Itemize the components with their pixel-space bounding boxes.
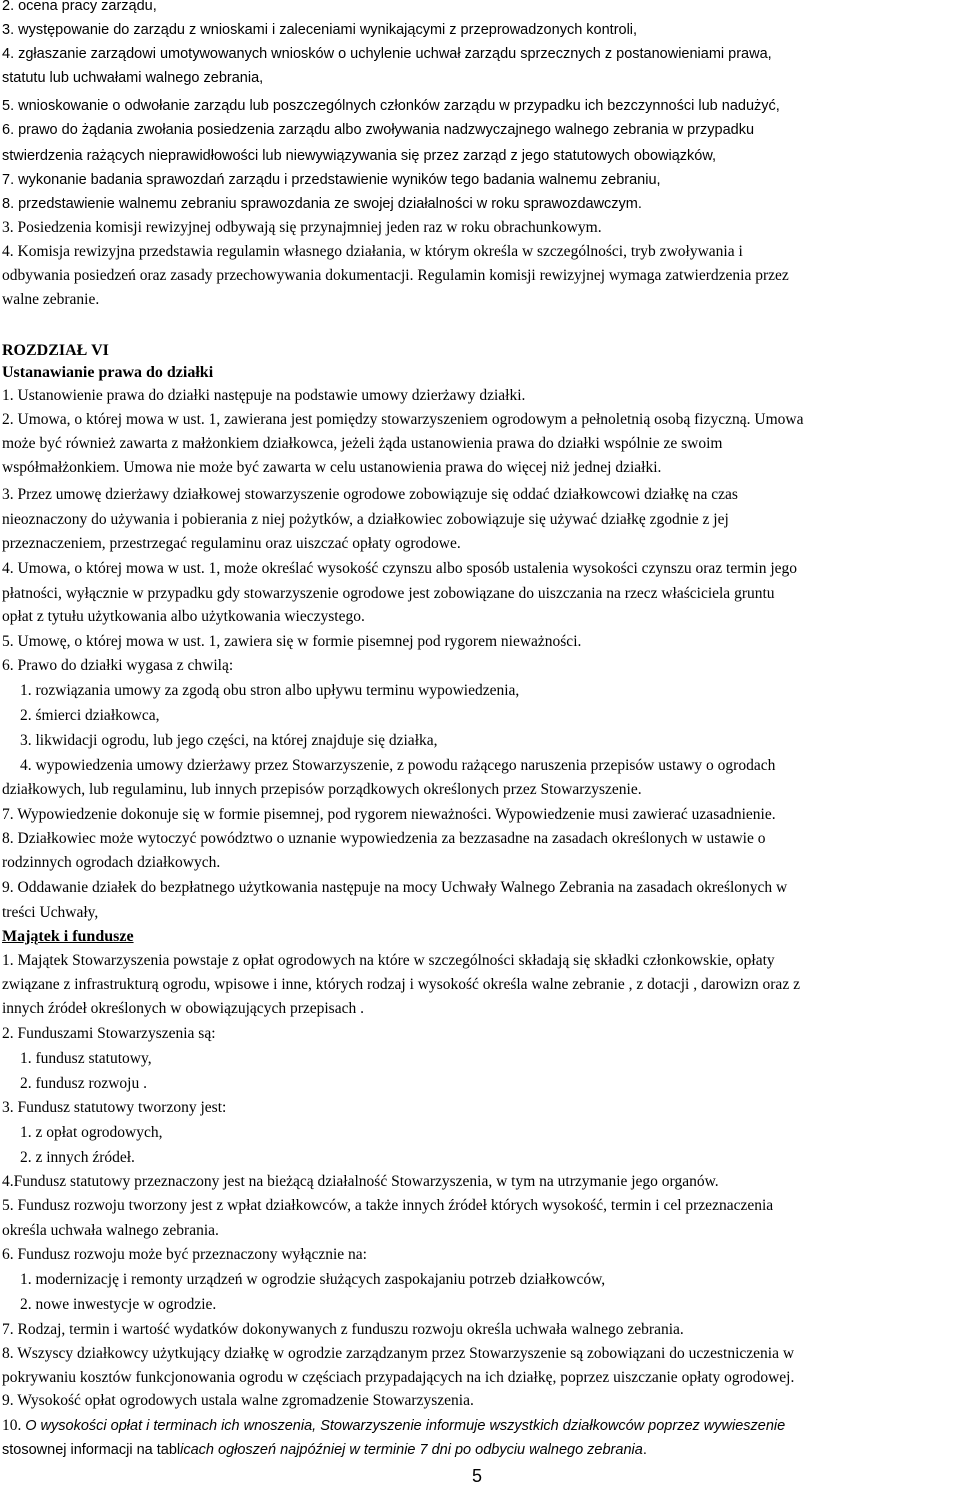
paragraph-line: innych źródeł określonych w obowiązujących przepisach .	[2, 1000, 364, 1017]
list-item: 1. fundusz statutowy,	[20, 1050, 152, 1067]
paragraph-line: 3. Przez umowę dzierżawy działkowej stowarzyszenie ogrodowe zobowiązuje się oddać działkowcowi działkę na czas	[2, 486, 738, 503]
paragraph-line: 3. Posiedzenia komisji rewizyjnej odbywają się przynajmniej jeden raz w roku obrachunkowym.	[2, 219, 602, 236]
list-item: 1. rozwiązania umowy za zgodą obu stron albo upływu terminu wypowiedzenia,	[20, 682, 520, 699]
list-item: 2. śmierci działkowca,	[20, 707, 160, 724]
paragraph-line: 6. Fundusz rozwoju może być przeznaczony wyłącznie na:	[2, 1246, 367, 1263]
paragraph-line: przeznaczeniem, przestrzegać regulaminu oraz uiszczać opłaty ogrodowe.	[2, 535, 461, 552]
paragraph-line: treści Uchwały,	[2, 904, 99, 921]
paragraph-line: pokrywaniu kosztów funkcjonowania ogrodu w częściach przypadających na ich działkę, poprzez uiszczanie opłaty ogrodowej.	[2, 1369, 795, 1386]
italic-text: O wysokości opłat i terminach ich wnoszenia, Stowarzyszenie informuje wszystkich działkowców poprzez wywieszenie	[25, 1418, 786, 1434]
list-item: 5. wnioskowanie o odwołanie zarządu lub poszczególnych członków zarządu w przypadku ich bezczynności lub nadużyć,	[2, 98, 780, 114]
chapter-heading: ROZDZIAŁ VI	[2, 342, 109, 359]
paragraph-line: 1. Majątek Stowarzyszenia powstaje z opłat ogrodowych na które w szczególności składają się składki członkowskie, opłaty	[2, 952, 775, 969]
paragraph-line: 1. Ustanowienie prawa do działki następuje na podstawie umowy dzierżawy działki.	[2, 387, 526, 404]
final-paragraph-line	[2, 1416, 785, 1436]
paragraph-line: określa uchwała walnego zebrania.	[2, 1222, 219, 1239]
paragraph-line: 5. Umowę, o której mowa w ust. 1, zawiera się w formie pisemnej pod rygorem nieważności.	[2, 633, 582, 650]
text-line: statutu lub uchwałami walnego zebrania,	[2, 70, 264, 86]
section-heading: Ustanawianie prawa do działki	[2, 364, 214, 381]
paragraph-line: 4.Fundusz statutowy przeznaczony jest na bieżącą działalność Stowarzyszenia, w tym na utrzymanie jego organów.	[2, 1173, 719, 1190]
paragraph-line: 2. Funduszami Stowarzyszenia są:	[2, 1025, 216, 1042]
list-item: 2. fundusz rozwoju .	[20, 1075, 147, 1092]
final-paragraph-line	[2, 1440, 647, 1460]
list-item: 1. modernizację i remonty urządzeń w ogrodzie służących zaspokajaniu potrzeb działkowców,	[20, 1271, 606, 1288]
paragraph-line: walne zebranie.	[2, 291, 100, 308]
list-item: 4. wypowiedzenia umowy dzierżawy przez Stowarzyszenie, z powodu rażącego naruszenia przepisów ustawy o ogrodach	[20, 757, 776, 774]
list-item: 2. ocena pracy zarządu,	[2, 0, 157, 14]
list-item: 2. nowe inwestycje w ogrodzie.	[20, 1296, 217, 1313]
paragraph-line: rodzinnych ogrodach działkowych.	[2, 854, 221, 871]
list-item: 1. z opłat ogrodowych,	[20, 1124, 163, 1141]
list-item: 2. z innych źródeł.	[20, 1149, 135, 1166]
paragraph-line: 6. Prawo do działki wygasa z chwilą:	[2, 657, 234, 674]
paragraph-line: 4. Komisja rewizyjna przedstawia regulamin własnego działania, w którym określa w szczególności, tryb zwoływania i	[2, 243, 743, 260]
paragraph-line: 3. Fundusz statutowy tworzony jest:	[2, 1099, 227, 1116]
italic-text: icach ogłoszeń najpóźniej w terminie 7 dni po odbyciu walnego zebrania	[180, 1442, 643, 1458]
text-line: stwierdzenia rażących nieprawidłowości lub niewywiązywania się przez zarząd z jego statutowych obowiązków,	[2, 148, 717, 164]
paragraph-line: 8. Wszyscy działkowcy użytkujący działkę w ogrodzie zarządzanym przez Stowarzyszenie są zobowiązani do uczestniczenia w	[2, 1345, 795, 1362]
text-segment: stosownej informacji na tabl	[2, 1442, 181, 1458]
list-item: 3. występowanie do zarządu z wnioskami i zaleceniami wynikającymi z przeprowadzonych kontroli,	[2, 22, 638, 38]
page-number: 5	[472, 1466, 483, 1486]
paragraph-line: 4. Umowa, o której mowa w ust. 1, może określać wysokość czynszu albo sposób ustalenia wysokości czynszu oraz termin jego	[2, 560, 798, 577]
paragraph-line: 9. Oddawanie działek do bezpłatnego użytkowania następuje na mocy Uchwały Walnego Zebrania na zasadach określonych w	[2, 879, 788, 896]
section-heading: Majątek i fundusze	[2, 928, 134, 945]
paragraph-line: związane z infrastrukturą ogrodu, wpisowe i inne, których rodzaj i wysokość określa walne zebranie , z dotacji , darowizn oraz z	[2, 976, 800, 993]
paragraph-line: współmałżonkiem. Umowa nie może być zawarta w celu ustanowienia prawa do więcej niż jednej działki.	[2, 459, 662, 476]
paragraph-line: 7. Rodzaj, termin i wartość wydatków dokonywanych z funduszu rozwoju określa uchwała walnego zebrania.	[2, 1321, 684, 1338]
list-item: 6. prawo do żądania zwołania posiedzenia zarządu albo zwoływania nadzwyczajnego walnego zebrania w przypadku	[2, 122, 755, 138]
list-item: 3. likwidacji ogrodu, lub jego części, na której znajduje się działka,	[20, 732, 438, 749]
paragraph-line: 7. Wypowiedzenie dokonuje się w formie pisemnej, pod rygorem nieważności. Wypowiedzenie musi zawierać uzasadnienie.	[2, 806, 776, 823]
paragraph-line: działkowych, lub regulaminu, lub innych przepisów porządkowych określonych przez Stowarzyszenie.	[2, 781, 642, 798]
text-segment: .	[642, 1442, 647, 1458]
paragraph-line: może być również zawarta z małżonkiem działkowca, jeżeli żąda ustanowienia prawa do działki wspólnie ze swoim	[2, 435, 723, 452]
paragraph-line: 5. Fundusz rozwoju tworzony jest z wpłat działkowców, a także innych źródeł których wysokość, termin i cel przeznaczenia	[2, 1197, 774, 1214]
paragraph-line: płatności, wyłącznie w przypadku gdy stowarzyszenie ogrodowe jest zobowiązane do uiszczania na rzecz właściciela gruntu	[2, 585, 775, 602]
paragraph-line: 2. Umowa, o której mowa w ust. 1, zawierana jest pomiędzy stowarzyszeniem ogrodowym a pełnoletnią osobą fizyczną. Umowa	[2, 411, 804, 428]
paragraph-line: opłat z tytułu użytkowania albo użytkowania wieczystego.	[2, 608, 365, 625]
list-item: 4. zgłaszanie zarządowi umotywowanych wniosków o uchylenie uchwał zarządu sprzecznych z postanowieniami prawa,	[2, 46, 772, 62]
paragraph-line: 9. Wysokość opłat ogrodowych ustala walne zgromadzenie Stowarzyszenia.	[2, 1392, 474, 1409]
paragraph-line: 8. Działkowiec może wytoczyć powództwo o uznanie wypowiedzenia za bezzasadne na zasadach określonych w ustawie o	[2, 830, 766, 847]
item-number: 10.	[2, 1417, 26, 1434]
list-item: 7. wykonanie badania sprawozdań zarządu i przedstawienie wyników tego badania walnemu zebraniu,	[2, 172, 661, 188]
paragraph-line: odbywania posiedzeń oraz zasady przechowywania dokumentacji. Regulamin komisji rewizyjnej wymaga zatwierdzenia przez	[2, 267, 789, 284]
paragraph-line: nieoznaczony do używania i pobierania z niej pożytków, a działkowiec zobowiązuje się używać działkę zgodnie z jej	[2, 511, 729, 528]
list-item: 8. przedstawienie walnemu zebraniu sprawozdania ze swojej działalności w roku sprawozdawczym.	[2, 196, 642, 212]
